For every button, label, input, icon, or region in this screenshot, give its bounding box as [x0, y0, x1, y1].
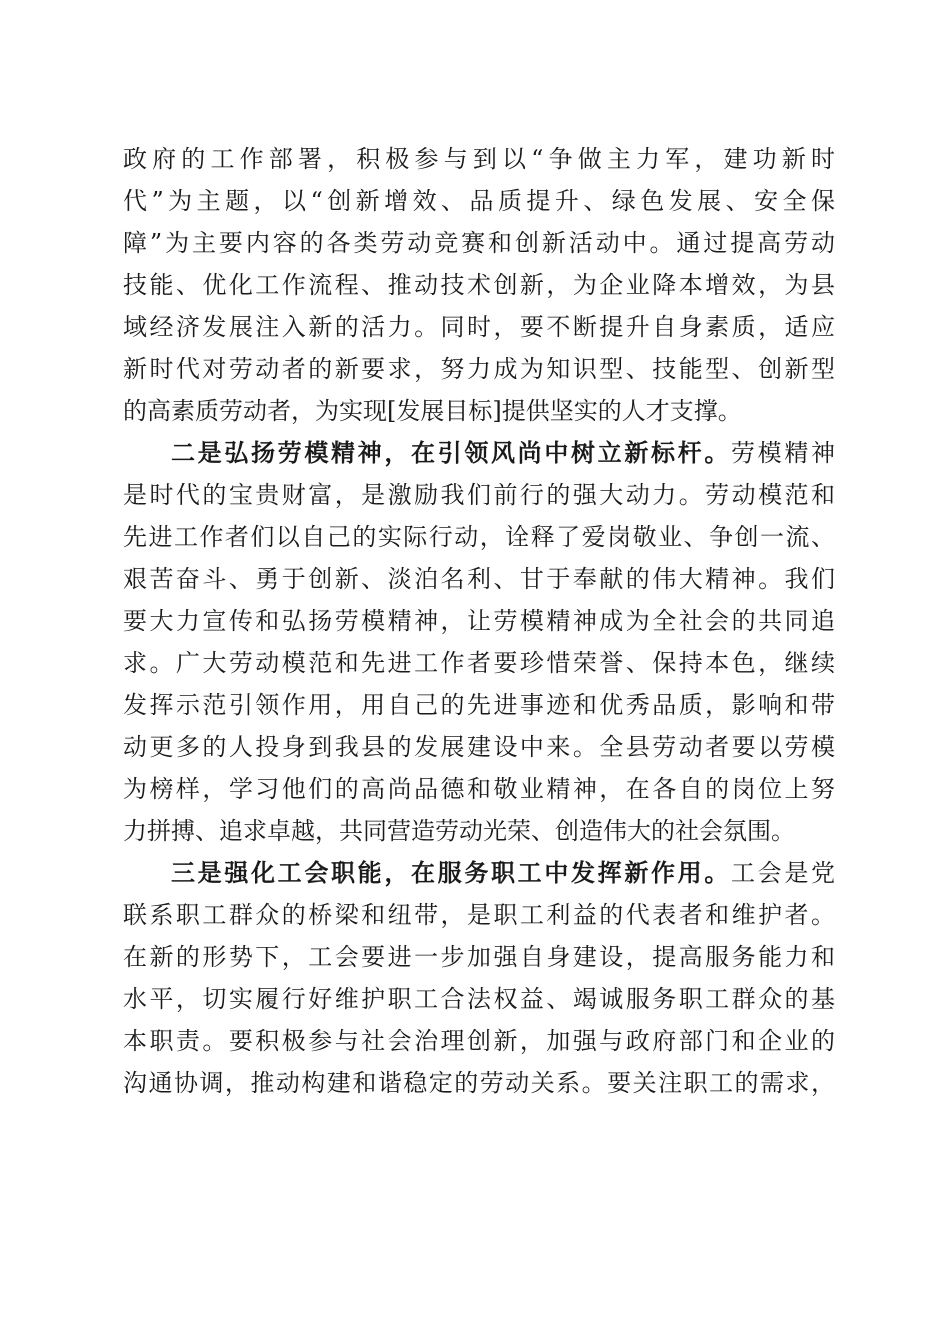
text-line: 本职责。要积极参与社会治理创新，加强与政府部门和企业的	[123, 1027, 835, 1055]
text-line: 先进工作者们以自己的实际行动，诠释了爱岗敬业、争创一流、	[123, 523, 835, 551]
paragraph-first-line	[123, 432, 835, 474]
paragraph-heading: 三是强化工会职能，在服务职工中发挥新作用。	[171, 858, 731, 887]
text-line: 发挥示范引领作用，用自己的先进事迹和优秀品质，影响和带	[123, 691, 835, 719]
paragraph-heading: 二是弘扬劳模精神，在引领风尚中树立新标杆。	[171, 438, 731, 467]
text-line: 沟通协调，推动构建和谐稳定的劳动关系。要关注职工的需求，	[123, 1069, 835, 1097]
document-body	[123, 138, 835, 1104]
paragraph-1	[123, 138, 835, 432]
text-line: 为榜样，学习他们的高尚品德和敬业精神，在各自的岗位上努	[123, 775, 835, 803]
text-line: 代”为主题，以“创新增效、品质提升、绿色发展、安全保	[123, 187, 835, 215]
text-line: 域经济发展注入新的活力。同时，要不断提升自身素质，适应	[123, 313, 835, 341]
text-line: 要大力宣传和弘扬劳模精神，让劳模精神成为全社会的共同追	[123, 607, 835, 635]
text-line: 水平，切实履行好维护职工合法权益、竭诚服务职工群众的基	[123, 985, 835, 1013]
paragraph-first-line-text: 工会是党	[731, 859, 835, 887]
text-line: 障”为主要内容的各类劳动竞赛和创新活动中。通过提高劳动	[123, 229, 835, 257]
text-line: 政府的工作部署，积极参与到以“争做主力军，建功新时	[123, 145, 835, 173]
text-line: 技能、优化工作流程、推动技术创新，为企业降本增效，为县	[123, 271, 835, 299]
text-line: 动更多的人投身到我县的发展建设中来。全县劳动者要以劳模	[123, 733, 835, 761]
paragraph-3	[123, 852, 835, 1104]
text-line: 求。广大劳动模范和先进工作者要珍惜荣誉、保持本色，继续	[123, 649, 835, 677]
text-line: 联系职工群众的桥梁和纽带，是职工利益的代表者和维护者。	[123, 901, 835, 929]
paragraph-2	[123, 432, 835, 852]
text-line: 艰苦奋斗、勇于创新、淡泊名利、甘于奉献的伟大精神。我们	[123, 565, 835, 593]
text-line: 新时代对劳动者的新要求，努力成为知识型、技能型、创新型	[123, 355, 835, 383]
paragraph-first-line-text: 劳模精神	[731, 439, 835, 467]
text-line: 是时代的宝贵财富，是激励我们前行的强大动力。劳动模范和	[123, 481, 835, 509]
paragraph-first-line	[123, 852, 835, 894]
text-line: 力拼搏、追求卓越，共同营造劳动光荣、创造伟大的社会氛围。	[123, 817, 795, 845]
text-line: 在新的形势下，工会要进一步加强自身建设，提高服务能力和	[123, 943, 835, 971]
text-line: 的高素质劳动者，为实现[发展目标]提供坚实的人才支撑。	[123, 397, 742, 425]
